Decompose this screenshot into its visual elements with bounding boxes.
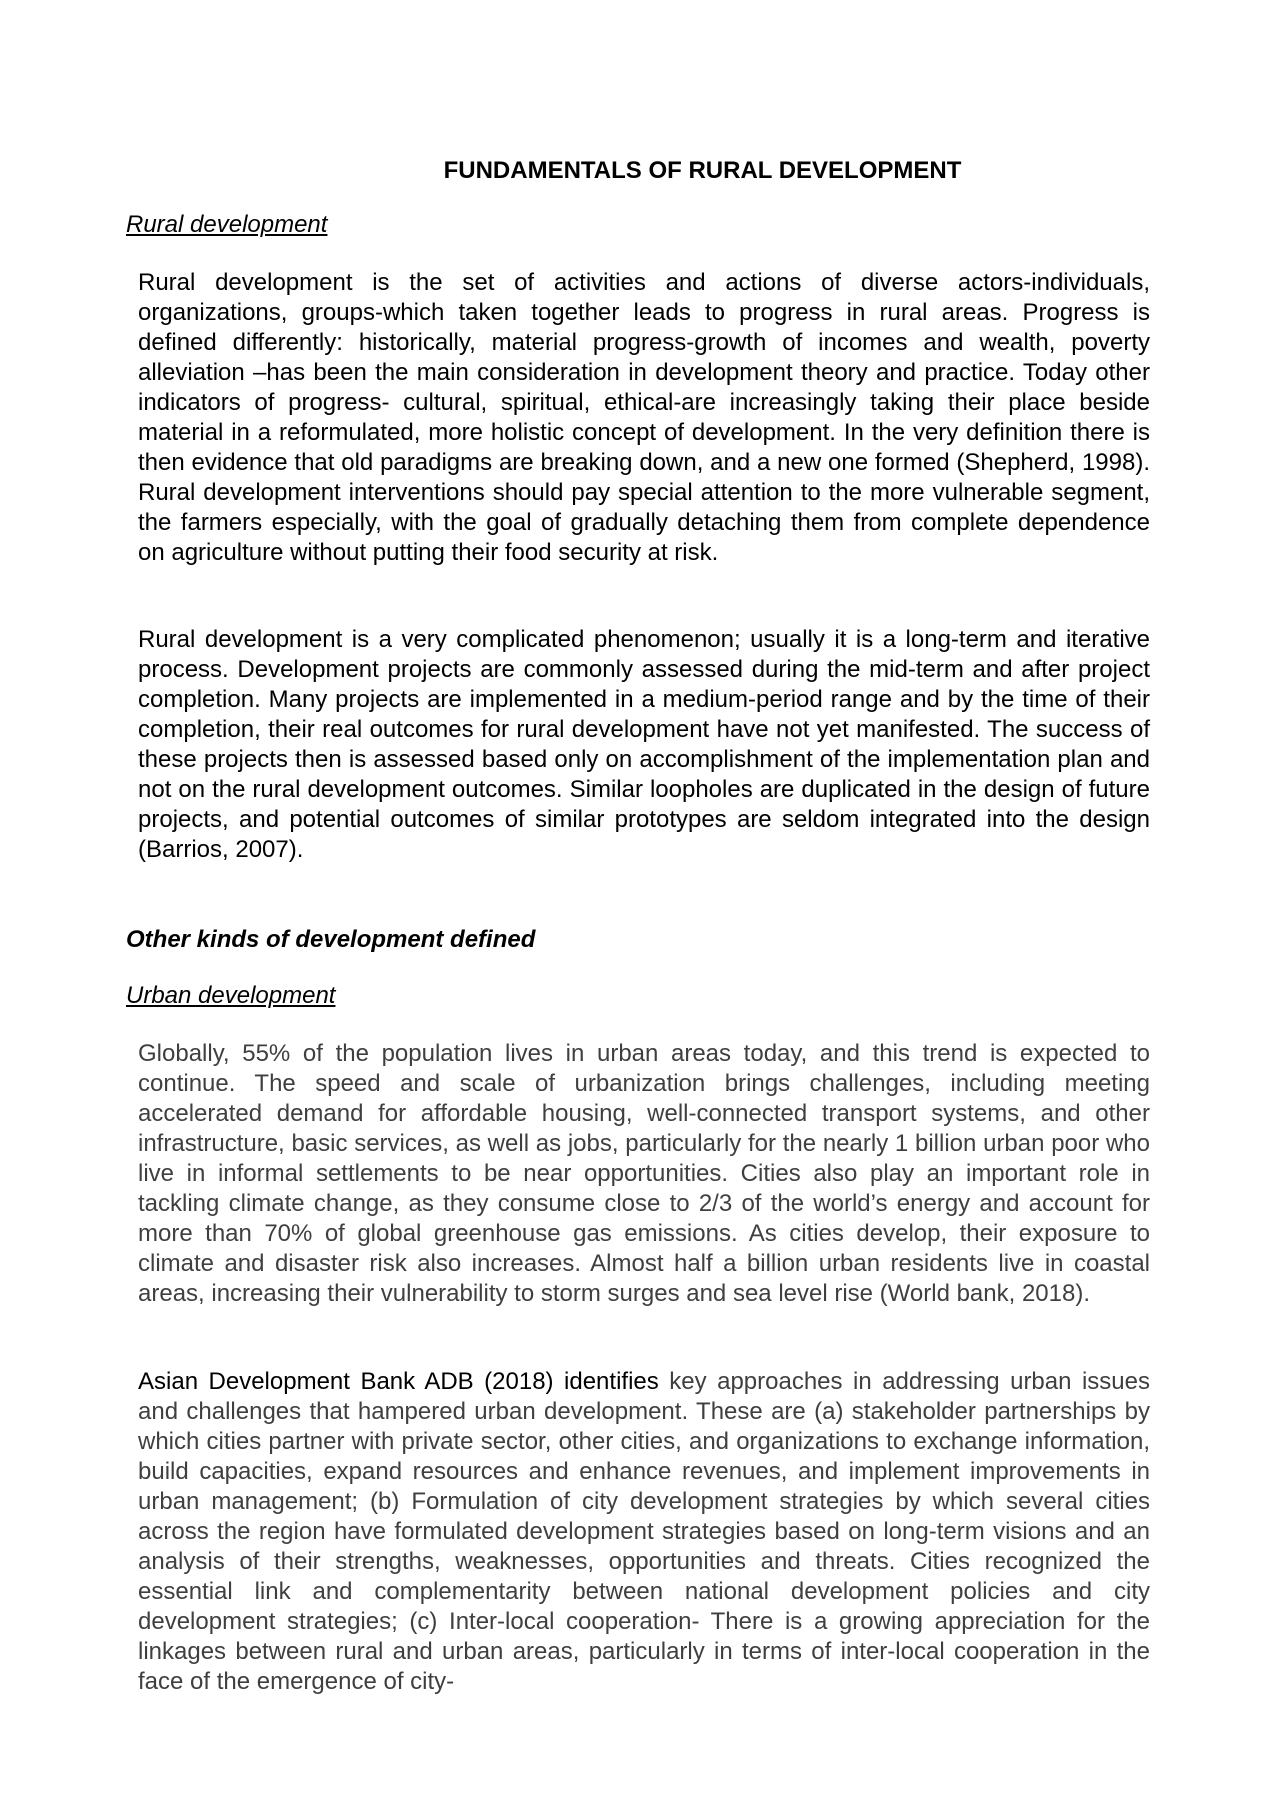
rural-development-paragraph-1: Rural development is the set of activities and actions of diverse actors-individuals, organizations, groups-which taken together leads to progress in rural areas. Progress is defined differently: historically, material progress-growth of incomes and wealth, poverty alleviation –has been the main consideration in development theory and practice. Today other indicators of progress- cultural, spiritual, ethical-are increasingly taking their place beside material in a reformulated, more holistic concept of development. In the very definition there is then evidence that old paradigms are breaking down, and a new one formed (Shepherd, 1998). Rural development interventions should pay special attention to the more vulnerable segment, the farmers especially, with the goal of gradually detaching them from complete dependence on agriculture without putting their food security at risk. — [138, 269, 1150, 566]
urban-development-paragraph-1: Globally, 55% of the population lives in urban areas today, and this trend is expected to continue. The speed and scale of urbanization brings challenges, including meeting accelerated demand for affordable housing, well-connected transport systems, and other infrastructure, basic services, as well as jobs, particularly for the nearly 1 billion urban poor who live in informal settlements to be near opportunities. Cities also play an important role in tackling climate change, as they consume close to 2/3 of the world’s energy and account for more than 70% of global greenhouse gas emissions. As cities develop, their exposure to climate and disaster risk also increases. Almost half a billion urban residents live in coastal areas, increasing their vulnerability to storm surges and sea level rise (World bank, 2018). — [138, 1040, 1150, 1307]
adb-approaches-text: key approaches in addressing urban issues and challenges that hampered urban development. These are (a) stakeholder partnerships by which cities partner with private sector, other cities, and organizations to exchange information, build capacities, expand resources and enhance revenues, and implement improvements in urban management; (b) Formulation of city development strategies by which several cities across the region have formulated development strategies based on long-term visions and an analysis of their strengths, weaknesses, opportunities and threats. Cities recognized the essential link and complementarity between national development policies and city development strategies; (c) Inter-local cooperation- There is a growing appreciation for the linkages between rural and urban areas, particularly in terms of inter-local cooperation in the face of the emergence of city- — [138, 1368, 1150, 1695]
section-heading-other-development: Other kinds of development defined — [126, 926, 536, 953]
section-heading-rural-development: Rural development — [126, 211, 328, 238]
subsection-heading-urban-development: Urban development — [126, 982, 336, 1009]
urban-development-paragraph-2 — [138, 1367, 1150, 1697]
rural-development-paragraph-2: Rural development is a very complicated phenomenon; usually it is a long-term and iterative process. Development projects are commonly assessed during the mid-term and after project completion. Many projects are implemented in a medium-period range and by the time of their completion, their real outcomes for rural development have not yet manifested. The success of these projects then is assessed based only on accomplishment of the implementation plan and not on the rural development outcomes. Similar loopholes are duplicated in the design of future projects, and potential outcomes of similar prototypes are seldom integrated into the design (Barrios, 2007). — [138, 626, 1150, 863]
document-title: FUNDAMENTALS OF RURAL DEVELOPMENT — [443, 157, 962, 184]
adb-citation-lead: Asian Development Bank ADB (2018) identifies — [138, 1368, 659, 1395]
